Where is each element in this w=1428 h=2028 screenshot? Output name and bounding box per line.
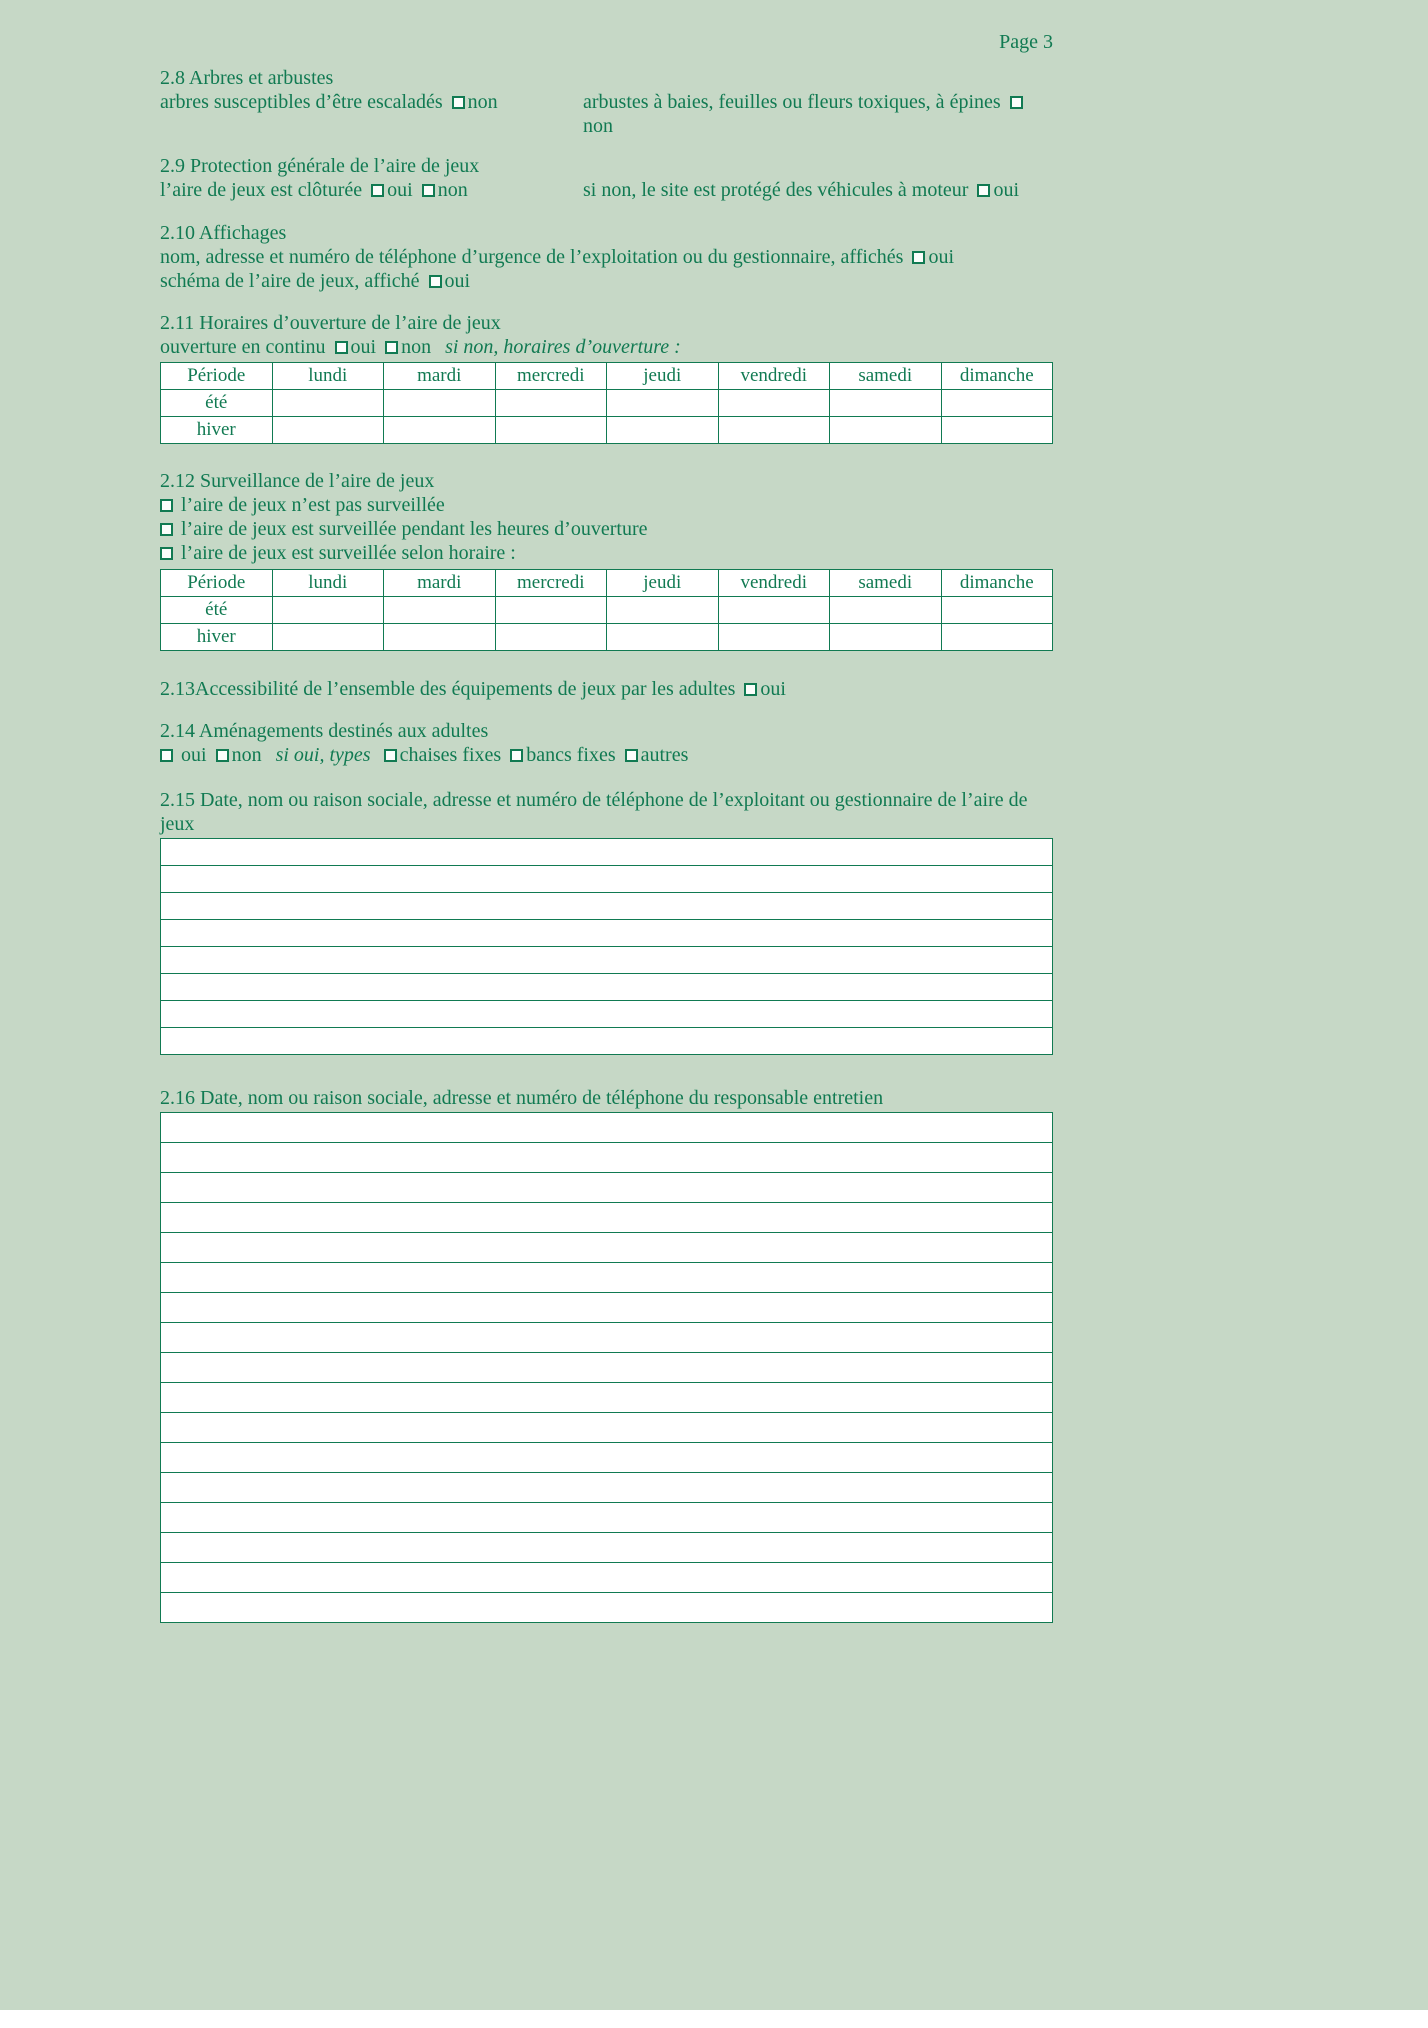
schedule-cell[interactable] bbox=[718, 417, 830, 444]
schedule-cell[interactable] bbox=[495, 624, 607, 651]
section-title: 2.8 Arbres et arbustes bbox=[160, 67, 334, 89]
checkbox-continu-non-icon[interactable] bbox=[385, 341, 398, 354]
surveillance-table bbox=[160, 569, 1053, 651]
column-header: samedi bbox=[830, 363, 942, 390]
column-header: lundi bbox=[272, 570, 384, 597]
schedule-cell[interactable] bbox=[941, 597, 1053, 624]
schedule-cell[interactable] bbox=[272, 417, 384, 444]
schedule-cell[interactable] bbox=[272, 624, 384, 651]
row-label: été bbox=[161, 390, 273, 417]
checkbox-toxiques-non-icon[interactable] bbox=[1010, 96, 1023, 109]
schedule-cell[interactable] bbox=[272, 597, 384, 624]
write-in-line[interactable] bbox=[161, 893, 1052, 920]
write-in-line[interactable] bbox=[161, 947, 1052, 974]
write-in-line[interactable] bbox=[161, 974, 1052, 1001]
schedule-cell[interactable] bbox=[718, 390, 830, 417]
write-in-line[interactable] bbox=[161, 1443, 1052, 1473]
column-header: mercredi bbox=[495, 363, 607, 390]
column-header: jeudi bbox=[607, 570, 719, 597]
section-title: 2.16 Date, nom ou raison sociale, adresse et numéro de téléphone du responsable entretien bbox=[160, 1087, 884, 1109]
write-in-line[interactable] bbox=[161, 1473, 1052, 1503]
schedule-cell[interactable] bbox=[941, 390, 1053, 417]
schedule-cell[interactable] bbox=[495, 417, 607, 444]
field-label: ouverture en continu bbox=[160, 336, 326, 358]
column-header: samedi bbox=[830, 570, 942, 597]
checkbox-continu-oui-icon[interactable] bbox=[335, 341, 348, 354]
schedule-cell[interactable] bbox=[830, 390, 942, 417]
option-label: oui bbox=[387, 179, 413, 201]
option-label: non bbox=[467, 91, 498, 113]
write-in-line[interactable] bbox=[161, 1293, 1052, 1323]
schedule-cell[interactable] bbox=[384, 417, 496, 444]
section-title: 2.12 Surveillance de l’aire de jeux bbox=[160, 470, 435, 492]
row-label: hiver bbox=[161, 417, 273, 444]
field-label: schéma de l’aire de jeux, affiché bbox=[160, 270, 420, 292]
checkbox-surveillee-horaire-icon[interactable] bbox=[160, 547, 173, 560]
schedule-cell[interactable] bbox=[495, 390, 607, 417]
field-label: nom, adresse et numéro de téléphone d’urgence de l’exploitation ou du gestionnaire, affichés bbox=[160, 246, 904, 268]
column-header: mardi bbox=[384, 363, 496, 390]
write-in-line[interactable] bbox=[161, 1533, 1052, 1563]
horaires-table bbox=[160, 362, 1053, 444]
option-label: oui bbox=[181, 744, 207, 766]
section-horaires bbox=[160, 311, 1053, 444]
write-in-line[interactable] bbox=[161, 1353, 1052, 1383]
row-label: hiver bbox=[161, 624, 273, 651]
write-in-line[interactable] bbox=[161, 866, 1052, 893]
column-header: dimanche bbox=[941, 363, 1053, 390]
write-in-line[interactable] bbox=[161, 1028, 1052, 1054]
schedule-cell[interactable] bbox=[830, 597, 942, 624]
column-header: Période bbox=[161, 363, 273, 390]
schedule-cell[interactable] bbox=[941, 417, 1053, 444]
schedule-cell[interactable] bbox=[718, 624, 830, 651]
section-title: 2.9 Protection générale de l’aire de jeux bbox=[160, 155, 480, 177]
write-in-line[interactable] bbox=[161, 1263, 1052, 1293]
write-in-line[interactable] bbox=[161, 1173, 1052, 1203]
conditional-note: si non, horaires d’ouverture : bbox=[445, 336, 681, 358]
section-entretien bbox=[160, 1086, 1053, 1623]
field-label: l’aire de jeux est clôturée bbox=[160, 179, 363, 201]
section-title: 2.15 Date, nom ou raison sociale, adresse et numéro de téléphone de l’exploitant ou gestionnaire de l’aire de jeux bbox=[160, 789, 1028, 835]
option-label: l’aire de jeux n’est pas surveillée bbox=[181, 494, 445, 516]
checkbox-cloturee-oui-icon[interactable] bbox=[371, 184, 384, 197]
checkbox-coordonnees-affiches-oui-icon[interactable] bbox=[912, 251, 925, 264]
field-label: 2.13Accessibilité de l’ensemble des équipements de jeux par les adultes bbox=[160, 678, 736, 700]
page-number: Page 3 bbox=[999, 31, 1053, 53]
write-in-line[interactable] bbox=[161, 1001, 1052, 1028]
section-surveillance bbox=[160, 469, 1053, 651]
section-amenagements bbox=[160, 719, 1053, 767]
schedule-cell[interactable] bbox=[495, 597, 607, 624]
write-in-line[interactable] bbox=[161, 920, 1052, 947]
schedule-cell[interactable] bbox=[384, 597, 496, 624]
option-label: bancs fixes bbox=[526, 744, 616, 766]
option-label: oui bbox=[993, 179, 1020, 201]
column-header: jeudi bbox=[607, 363, 719, 390]
row-label: été bbox=[161, 597, 273, 624]
checkbox-amenagements-oui-icon[interactable] bbox=[160, 749, 173, 762]
schedule-cell[interactable] bbox=[607, 624, 719, 651]
option-label: l’aire de jeux est surveillée selon horaire : bbox=[181, 542, 516, 564]
entretien-write-in-table bbox=[160, 1112, 1053, 1623]
schedule-cell[interactable] bbox=[941, 624, 1053, 651]
field-label: arbres susceptibles d’être escaladés bbox=[160, 91, 443, 113]
column-header: lundi bbox=[272, 363, 384, 390]
column-header: mardi bbox=[384, 570, 496, 597]
section-title: 2.10 Affichages bbox=[160, 222, 287, 244]
option-label: oui bbox=[928, 246, 955, 268]
section-title: 2.11 Horaires d’ouverture de l’aire de jeux bbox=[160, 312, 501, 334]
option-label: autres bbox=[640, 744, 689, 766]
checkbox-accessibilite-oui-icon[interactable] bbox=[744, 683, 757, 696]
schedule-cell[interactable] bbox=[384, 390, 496, 417]
write-in-line[interactable] bbox=[161, 1233, 1052, 1263]
column-header: Période bbox=[161, 570, 273, 597]
form-page bbox=[160, 30, 1053, 1623]
schedule-cell[interactable] bbox=[830, 417, 942, 444]
column-header: dimanche bbox=[941, 570, 1053, 597]
option-label: non bbox=[401, 336, 432, 358]
write-in-line[interactable] bbox=[161, 1413, 1052, 1443]
exploitant-write-in-table bbox=[160, 838, 1053, 1055]
schedule-cell[interactable] bbox=[384, 624, 496, 651]
checkbox-protege-vehicules-oui-icon[interactable] bbox=[977, 184, 990, 197]
schedule-cell[interactable] bbox=[607, 417, 719, 444]
write-in-line[interactable] bbox=[161, 1503, 1052, 1533]
option-label: oui bbox=[760, 678, 786, 700]
write-in-line[interactable] bbox=[161, 1563, 1052, 1593]
conditional-note: si oui, types bbox=[275, 744, 371, 766]
write-in-line[interactable] bbox=[161, 1383, 1052, 1413]
checkbox-schema-affiche-oui-icon[interactable] bbox=[429, 275, 442, 288]
write-in-line[interactable] bbox=[161, 1113, 1052, 1143]
schedule-cell[interactable] bbox=[272, 390, 384, 417]
section-exploitant bbox=[160, 788, 1053, 1055]
write-in-line[interactable] bbox=[161, 1323, 1052, 1353]
option-label: non bbox=[231, 744, 262, 766]
write-in-line[interactable] bbox=[161, 839, 1052, 866]
schedule-cell[interactable] bbox=[607, 597, 719, 624]
scan-margin bbox=[0, 2010, 1428, 2028]
checkbox-cloturee-non-icon[interactable] bbox=[422, 184, 435, 197]
schedule-cell[interactable] bbox=[718, 597, 830, 624]
section-arbres bbox=[160, 66, 1053, 138]
option-label: oui bbox=[350, 336, 377, 358]
option-label: l’aire de jeux est surveillée pendant les heures d’ouverture bbox=[181, 518, 648, 540]
column-header: mercredi bbox=[495, 570, 607, 597]
write-in-line[interactable] bbox=[161, 1203, 1052, 1233]
option-label: non bbox=[583, 115, 613, 137]
checkbox-pas-surveillee-icon[interactable] bbox=[160, 499, 173, 512]
section-protection bbox=[160, 154, 1053, 202]
option-label: oui bbox=[444, 270, 471, 292]
checkbox-escalades-non-icon[interactable] bbox=[452, 96, 465, 109]
checkbox-chaises-fixes-icon[interactable] bbox=[384, 749, 397, 762]
checkbox-autres-icon[interactable] bbox=[625, 749, 638, 762]
column-header: vendredi bbox=[718, 363, 830, 390]
schedule-cell[interactable] bbox=[830, 624, 942, 651]
checkbox-surveillee-heures-icon[interactable] bbox=[160, 523, 173, 536]
section-affichages bbox=[160, 221, 1053, 293]
write-in-line[interactable] bbox=[161, 1143, 1052, 1173]
column-header: vendredi bbox=[718, 570, 830, 597]
section-accessibilite bbox=[160, 677, 1053, 701]
write-in-line[interactable] bbox=[161, 1593, 1052, 1622]
section-title: 2.14 Aménagements destinés aux adultes bbox=[160, 720, 489, 742]
option-label: chaises fixes bbox=[399, 744, 502, 766]
field-label: arbustes à baies, feuilles ou fleurs toxiques, à épines bbox=[583, 91, 1001, 113]
option-label: non bbox=[437, 179, 468, 201]
checkbox-amenagements-non-icon[interactable] bbox=[216, 749, 229, 762]
schedule-cell[interactable] bbox=[607, 390, 719, 417]
field-label: si non, le site est protégé des véhicules à moteur bbox=[583, 179, 969, 201]
checkbox-bancs-fixes-icon[interactable] bbox=[510, 749, 523, 762]
